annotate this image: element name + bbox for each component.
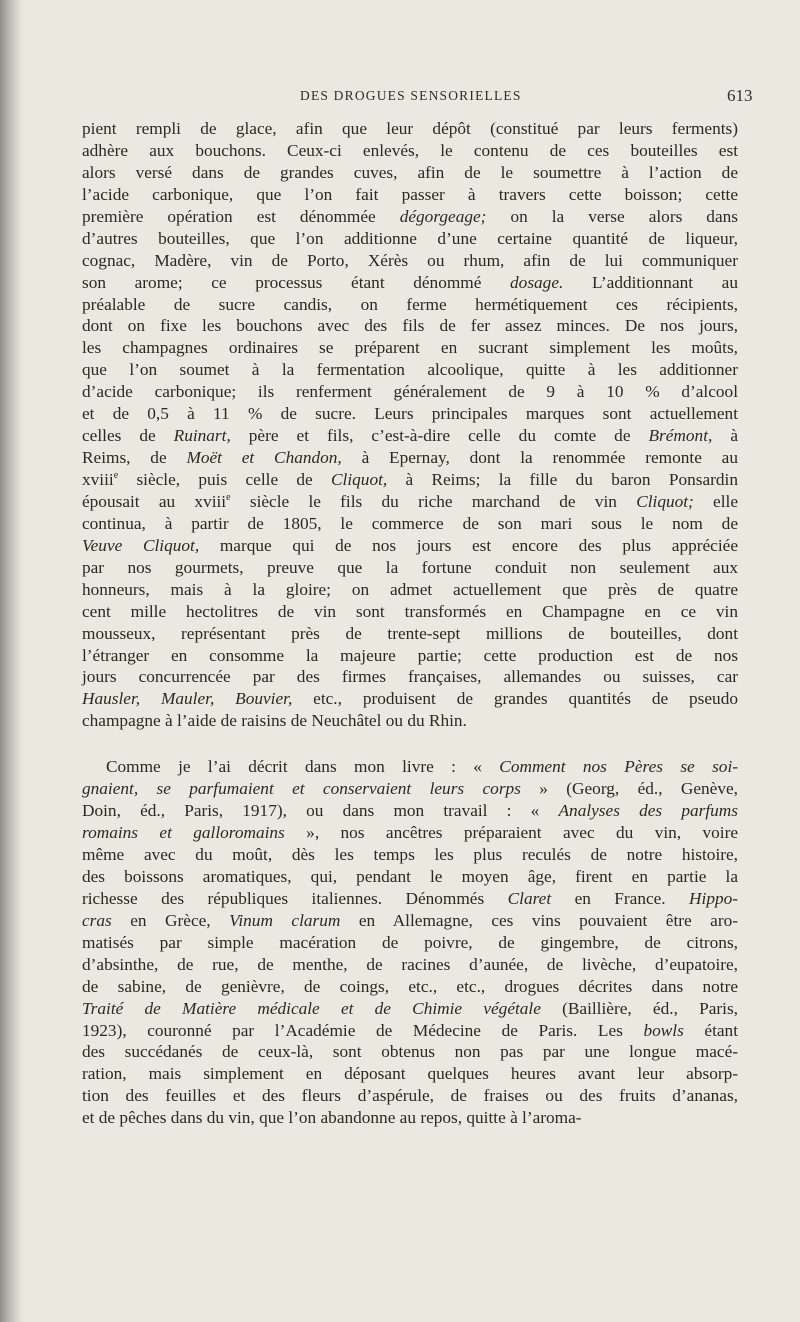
text-segment: adhère aux bouchons. Ceux-ci enlevés, le contenu de ces bouteilles est bbox=[82, 140, 738, 160]
italic-text: Cliquot; bbox=[636, 491, 694, 511]
text-segment: honneurs, mais à la gloire; on admet actuellement que près de quatre bbox=[82, 579, 738, 599]
text-line bbox=[82, 623, 738, 645]
text-segment: continua, à partir de 1805, le commerce de son mari sous le nom de bbox=[82, 513, 738, 533]
text-segment: alors versé dans de grandes cuves, afin de le soumettre à l’action de bbox=[82, 162, 738, 182]
text-segment: celles de bbox=[82, 426, 174, 446]
italic-text: Ruinart, bbox=[173, 426, 231, 446]
text-segment: épousait au xviii bbox=[82, 491, 227, 511]
text-segment: de sabine, de genièvre, de coings, etc., etc., drogues décrites dans notre bbox=[82, 976, 738, 996]
italic-text: Hippo- bbox=[689, 888, 738, 908]
text-segment: », nos ancêtres préparaient avec du vin, voire bbox=[284, 823, 738, 843]
text-line bbox=[82, 469, 738, 491]
text-segment: même avec du moût, dès les temps les plus reculés de notre histoire, bbox=[82, 845, 738, 864]
italic-text: cras bbox=[82, 910, 112, 930]
text-line bbox=[82, 535, 738, 557]
text-segment: tion des feuilles et des fleurs d’aspérule, de fraises ou des fruits d’ananas, bbox=[82, 1086, 738, 1106]
page-number: 613 bbox=[727, 86, 753, 105]
italic-text: Brémont, bbox=[648, 426, 713, 446]
text-line bbox=[82, 425, 738, 447]
italic-text: bowls bbox=[643, 1020, 684, 1040]
text-line bbox=[82, 1063, 738, 1085]
superscript: e bbox=[226, 492, 231, 504]
text-segment: et de 0,5 à 11 % de sucre. Leurs principales marques sont actuellement bbox=[82, 404, 738, 424]
text-line bbox=[82, 359, 738, 381]
text-segment: d’autres bouteilles, que l’on additionne d’une certaine quantité de liqueur, bbox=[82, 228, 738, 248]
text-line bbox=[82, 645, 738, 667]
italic-text: dégorgeage; bbox=[399, 206, 487, 226]
text-line bbox=[82, 228, 738, 250]
text-line bbox=[82, 250, 738, 272]
text-line bbox=[82, 579, 738, 601]
text-segment: son arome; ce processus étant dénommé bbox=[82, 272, 511, 292]
text-line bbox=[82, 272, 738, 294]
text-line bbox=[82, 688, 738, 710]
paragraph-gap bbox=[82, 732, 738, 756]
text-segment: et de pêches dans du vin, que l’on abandonne au repos, quitte à l’aroma- bbox=[82, 1108, 582, 1128]
italic-text: Traité de Matière médicale et de Chimie végétale bbox=[82, 998, 541, 1018]
text-line bbox=[82, 184, 738, 206]
text-segment: etc., produisent de grandes quantités de pseudo bbox=[292, 689, 738, 709]
text-segment: à Epernay, dont la renommée remonte au bbox=[341, 448, 738, 468]
text-segment: elle bbox=[693, 491, 739, 511]
text-line bbox=[82, 1085, 738, 1107]
text-segment: cent mille hectolitres de vin sont transformés en Champagne en ce vin bbox=[82, 601, 738, 621]
text-line bbox=[82, 778, 738, 800]
text-segment: les champagnes ordinaires se préparent en sucrant simplement les moûts, bbox=[82, 338, 738, 358]
text-segment: en Allemagne, ces vins pouvaient être aro- bbox=[340, 910, 738, 930]
text-segment: on la verse alors dans bbox=[486, 206, 738, 226]
text-line bbox=[82, 822, 738, 844]
italic-text: Vinum clarum bbox=[229, 910, 341, 930]
text-segment: des boissons aromatiques, qui, pendant le moyen âge, firent en partie la bbox=[82, 866, 738, 886]
text-line bbox=[82, 998, 738, 1020]
text-line bbox=[82, 1020, 738, 1042]
italic-text: romains et galloromains bbox=[82, 823, 285, 843]
text-line bbox=[82, 756, 738, 778]
italic-text: dosage. bbox=[510, 272, 564, 292]
text-line bbox=[82, 162, 738, 184]
text-line bbox=[82, 447, 738, 469]
text-segment: jours concurrencée par des firmes françaises, allemandes ou suisses, car bbox=[82, 667, 738, 687]
paragraph bbox=[82, 118, 738, 732]
text-line bbox=[82, 601, 738, 623]
italic-text: Analyses des parfums bbox=[558, 801, 738, 821]
text-line bbox=[82, 403, 738, 425]
text-segment: dont on fixe les bouchons avec des fils de fer assez minces. De nos jours, bbox=[82, 316, 738, 336]
text-line bbox=[82, 800, 738, 822]
text-segment: 1923), couronné par l’Académie de Médecine de Paris. Les bbox=[82, 1020, 644, 1040]
text-segment: champagne à l’aide de raisins de Neuchâtel ou du Rhin. bbox=[82, 711, 467, 731]
text-segment: d’acide carbonique; ils renferment généralement de 9 à 10 % d’alcool bbox=[82, 382, 738, 402]
text-line bbox=[82, 491, 738, 513]
text-line bbox=[82, 844, 738, 866]
text-segment: l’acide carbonique, que l’on fait passer à travers cette boisson; cette bbox=[82, 184, 738, 204]
text-segment: préalable de sucre candis, on ferme hermétiquement ces récipients, bbox=[82, 294, 738, 314]
text-segment: (Baillière, éd., Paris, bbox=[540, 998, 738, 1018]
text-segment: pient rempli de glace, afin que leur dépôt (constitué par leurs ferments) bbox=[82, 119, 738, 138]
italic-text: Claret bbox=[507, 888, 552, 908]
text-segment: xviii bbox=[82, 470, 114, 489]
text-line bbox=[82, 976, 738, 998]
italic-text: Comment nos Pères se soi- bbox=[499, 757, 738, 777]
text-segment: première opération est dénommée bbox=[82, 206, 400, 226]
italic-text: Moët et Chandon, bbox=[186, 448, 342, 468]
superscript: e bbox=[113, 470, 119, 482]
text-segment: siècle, puis celle de bbox=[118, 470, 332, 489]
text-segment: que l’on soumet à la fermentation alcoolique, quitte à les additionner bbox=[82, 360, 738, 380]
text-line bbox=[82, 294, 738, 316]
text-line bbox=[82, 513, 738, 535]
text-segment: par nos gourmets, preuve que la fortune conduit non seulement aux bbox=[82, 557, 738, 577]
text-line bbox=[82, 118, 738, 140]
italic-text: Cliquot, bbox=[331, 470, 388, 489]
text-segment: ration, mais simplement en déposant quelques heures avant leur absorp- bbox=[82, 1064, 738, 1084]
text-line bbox=[82, 381, 738, 403]
text-segment: d’absinthe, de rue, de menthe, de racines d’aunée, de livèche, d’eupatoire, bbox=[82, 954, 738, 974]
text-line bbox=[82, 206, 738, 228]
text-line bbox=[82, 1041, 738, 1063]
paragraph bbox=[82, 756, 738, 1129]
text-segment: en France. bbox=[551, 888, 690, 908]
text-segment: matisés par simple macération de poivre, de gingembre, de citrons, bbox=[82, 932, 738, 952]
text-segment: Doin, éd., Paris, 1917), ou dans mon travail : « bbox=[82, 801, 559, 821]
text-line bbox=[82, 910, 738, 932]
text-line bbox=[82, 866, 738, 888]
italic-text: Hausler, Mauler, Bouvier, bbox=[82, 689, 293, 709]
text-line bbox=[82, 337, 738, 359]
text-segment: L’additionnant au bbox=[563, 272, 738, 292]
text-segment: à bbox=[712, 426, 738, 446]
italic-text: gnaient, se parfumaient et conservaient leurs corps bbox=[82, 779, 521, 799]
text-segment: Comme je l’ai décrit dans mon livre : « bbox=[106, 757, 500, 777]
text-line bbox=[82, 140, 738, 162]
text-line bbox=[82, 954, 738, 976]
text-line bbox=[82, 888, 738, 910]
text-line bbox=[82, 557, 738, 579]
text-segment: Reims, de bbox=[82, 448, 187, 468]
italic-text: Veuve Cliquot, bbox=[82, 535, 200, 555]
text-line bbox=[82, 710, 738, 732]
text-line bbox=[82, 666, 738, 688]
body-text bbox=[82, 118, 738, 1129]
text-segment: marque qui de nos jours est encore des plus appréciée bbox=[199, 535, 738, 555]
text-segment: en Grèce, bbox=[111, 910, 230, 930]
text-segment: père et fils, c’est-à-dire celle du comte de bbox=[230, 426, 649, 446]
text-line bbox=[82, 932, 738, 954]
text-segment: mousseux, représentant près de trente-sept millions de bouteilles, dont bbox=[82, 623, 738, 643]
text-segment: » (Georg, éd., Genève, bbox=[520, 779, 738, 799]
text-line bbox=[82, 1107, 738, 1129]
text-segment: siècle le fils du riche marchand de vin bbox=[230, 491, 637, 511]
text-segment: l’étranger en consomme la majeure partie; cette production est de nos bbox=[82, 645, 738, 665]
running-head: DES DROGUES SENSORIELLES bbox=[300, 88, 522, 103]
text-segment: à Reims; la fille du baron Ponsardin bbox=[387, 470, 738, 489]
text-segment: richesse des républiques italiennes. Dénommés bbox=[82, 888, 508, 908]
text-segment: cognac, Madère, vin de Porto, Xérès ou rhum, afin de lui communiquer bbox=[82, 250, 738, 270]
text-segment: des succédanés de ceux-là, sont obtenus non pas par une longue macé- bbox=[82, 1042, 738, 1062]
text-line bbox=[82, 315, 738, 337]
text-segment: étant bbox=[683, 1020, 738, 1040]
